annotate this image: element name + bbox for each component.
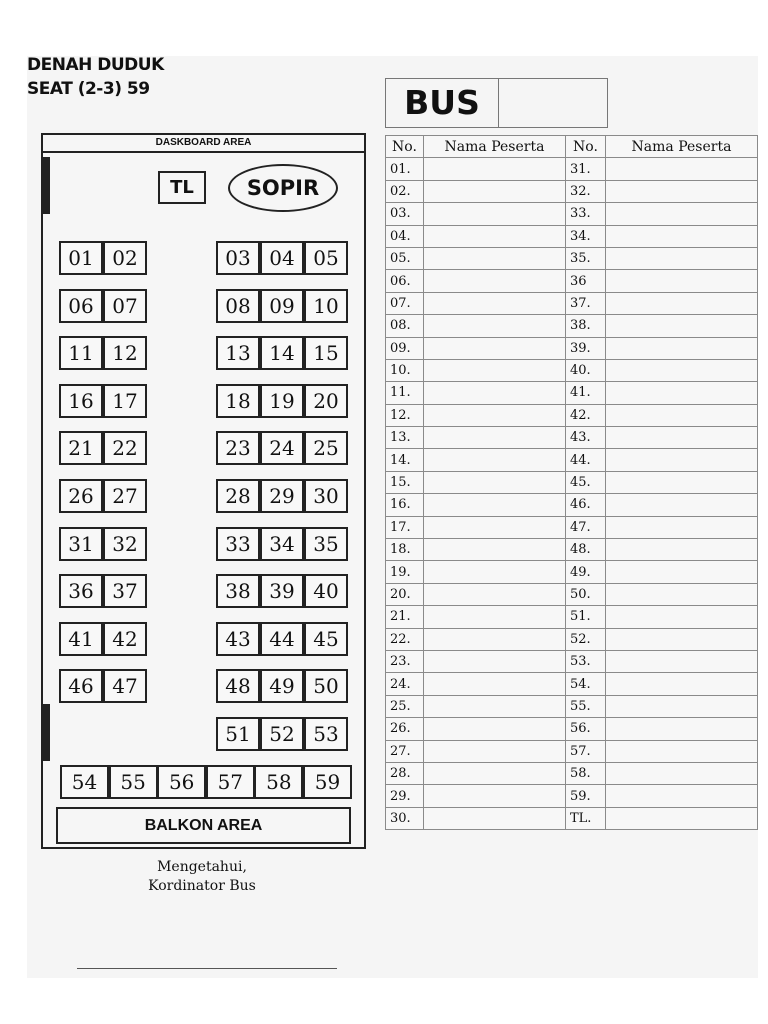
row-number: 25. [386,695,424,717]
participant-name-field[interactable] [606,673,758,695]
table-row [386,203,758,225]
participant-name-field[interactable] [424,359,566,381]
participant-name-field[interactable] [424,382,566,404]
table-row [386,650,758,672]
table-row [386,762,758,784]
seat[interactable]: 01 [59,241,103,275]
row-number: 39. [566,337,606,359]
seat[interactable]: 30 [304,479,348,513]
participant-name-field[interactable] [606,606,758,628]
seat[interactable]: 29 [260,479,304,513]
participant-name-field[interactable] [424,762,566,784]
row-number: 29. [386,785,424,807]
row-number: 04. [386,225,424,247]
table-row [386,740,758,762]
row-number: 38. [566,315,606,337]
seat[interactable]: 11 [59,336,103,370]
row-number: 10. [386,359,424,381]
participant-name-field[interactable] [606,718,758,740]
participant-name-field[interactable] [606,695,758,717]
seat[interactable]: 06 [59,289,103,323]
row-number: 45. [566,471,606,493]
seat[interactable]: 31 [59,527,103,561]
seat[interactable]: 50 [304,669,348,703]
page-subtitle: SEAT (2-3) 59 [27,79,150,99]
row-number: 30. [386,807,424,829]
row-number: 41. [566,382,606,404]
participant-name-field[interactable] [424,315,566,337]
participant-name-field[interactable] [424,404,566,426]
seat[interactable]: 25 [304,431,348,465]
row-number: 13. [386,427,424,449]
row-number: 23. [386,650,424,672]
row-number: 48. [566,539,606,561]
seat[interactable]: 18 [216,384,260,418]
participant-name-field[interactable] [424,427,566,449]
seat[interactable]: 12 [103,336,147,370]
participant-name-field[interactable] [606,740,758,762]
participant-name-field[interactable] [606,449,758,471]
table-row [386,225,758,247]
participant-name-field[interactable] [606,247,758,269]
row-number: 12. [386,404,424,426]
row-number: 58. [566,762,606,784]
seat[interactable]: 26 [59,479,103,513]
participant-name-field[interactable] [606,583,758,605]
dashboard-area-label: DASKBOARD AREA [43,135,364,153]
participant-name-field[interactable] [424,158,566,180]
seat[interactable]: 15 [304,336,348,370]
seat[interactable]: 43 [216,622,260,656]
table-row [386,673,758,695]
row-number: 43. [566,427,606,449]
participant-name-field[interactable] [424,292,566,314]
participant-name-field[interactable] [606,225,758,247]
seat[interactable]: 59 [303,765,352,799]
seat[interactable]: 03 [216,241,260,275]
participant-name-field[interactable] [424,270,566,292]
seat[interactable]: 10 [304,289,348,323]
table-header-row [386,136,758,158]
participant-name-field[interactable] [424,718,566,740]
bus-label: BUS [386,79,499,127]
row-number: 36 [566,270,606,292]
table-row [386,807,758,829]
column-header-name: Nama Peserta [424,136,566,158]
table-row [386,628,758,650]
table-row [386,471,758,493]
table-row [386,561,758,583]
row-number: 54. [566,673,606,695]
bus-door-front [41,157,50,214]
table-row [386,718,758,740]
participant-name-field[interactable] [424,539,566,561]
row-number: 31. [566,158,606,180]
seat[interactable]: 22 [103,431,147,465]
seat[interactable]: 24 [260,431,304,465]
row-number: 14. [386,449,424,471]
seat[interactable]: 44 [260,622,304,656]
driver-seat[interactable]: SOPIR [228,164,338,212]
table-row [386,359,758,381]
row-number: 17. [386,516,424,538]
participant-name-field[interactable] [606,471,758,493]
participant-name-field[interactable] [606,315,758,337]
signature-role: Kordinator Bus [148,878,256,894]
table-row [386,247,758,269]
bus-door-rear [41,704,50,761]
participant-name-field[interactable] [424,225,566,247]
row-number: 40. [566,359,606,381]
participant-name-field[interactable] [424,695,566,717]
row-number: 32. [566,180,606,202]
table-row [386,494,758,516]
seat[interactable]: 35 [304,527,348,561]
seat[interactable]: 17 [103,384,147,418]
participant-name-field[interactable] [606,382,758,404]
participant-name-field[interactable] [424,337,566,359]
participant-name-field[interactable] [424,628,566,650]
row-number: 50. [566,583,606,605]
participant-name-field[interactable] [606,494,758,516]
participant-name-field[interactable] [606,628,758,650]
row-number: 05. [386,247,424,269]
participant-name-field[interactable] [606,404,758,426]
table-row [386,695,758,717]
row-number: 03. [386,203,424,225]
seat[interactable]: 51 [216,717,260,751]
bus-number-field[interactable] [499,79,607,127]
participant-name-field[interactable] [424,583,566,605]
seat[interactable]: 21 [59,431,103,465]
participant-name-field[interactable] [606,561,758,583]
row-number: 49. [566,561,606,583]
seat[interactable]: 27 [103,479,147,513]
bus-number-box [385,78,608,128]
balcony-area: BALKON AREA [56,807,351,844]
row-number: 34. [566,225,606,247]
row-number: 19. [386,561,424,583]
seat[interactable]: 53 [304,717,348,751]
seat[interactable]: 37 [103,574,147,608]
row-number: 16. [386,494,424,516]
participant-name-field[interactable] [424,785,566,807]
seat[interactable]: 56 [157,765,206,799]
seat[interactable]: 36 [59,574,103,608]
seat[interactable]: 45 [304,622,348,656]
row-number: 35. [566,247,606,269]
table-row [386,449,758,471]
row-number: 55. [566,695,606,717]
seat[interactable]: 49 [260,669,304,703]
seat[interactable]: 55 [109,765,158,799]
participant-name-field[interactable] [424,449,566,471]
participant-name-field[interactable] [606,270,758,292]
row-number: 51. [566,606,606,628]
table-row [386,583,758,605]
row-number: 37. [566,292,606,314]
row-number: 22. [386,628,424,650]
table-row [386,337,758,359]
participant-name-field[interactable] [606,180,758,202]
seat[interactable]: 19 [260,384,304,418]
table-row [386,180,758,202]
tour-leader-seat[interactable]: TL [158,171,206,204]
participant-name-field[interactable] [606,359,758,381]
table-row [386,315,758,337]
participant-name-field[interactable] [606,539,758,561]
seat[interactable]: 58 [254,765,303,799]
row-number: 44. [566,449,606,471]
row-number: 20. [386,583,424,605]
participant-name-field[interactable] [424,247,566,269]
row-number: 11. [386,382,424,404]
participant-name-field[interactable] [424,203,566,225]
participant-name-field[interactable] [424,471,566,493]
seat[interactable]: 32 [103,527,147,561]
participant-name-field[interactable] [606,292,758,314]
participant-name-field[interactable] [606,158,758,180]
row-number: 53. [566,650,606,672]
row-number: 27. [386,740,424,762]
seat[interactable]: 40 [304,574,348,608]
participant-name-field[interactable] [424,494,566,516]
seat[interactable]: 54 [60,765,109,799]
table-row [386,292,758,314]
seat[interactable]: 04 [260,241,304,275]
seat[interactable]: 41 [59,622,103,656]
row-number: 24. [386,673,424,695]
participant-name-field[interactable] [424,606,566,628]
row-number: 21. [386,606,424,628]
row-number: 26. [386,718,424,740]
row-number: 57. [566,740,606,762]
seat[interactable]: 48 [216,669,260,703]
table-row [386,785,758,807]
participant-name-field[interactable] [606,807,758,829]
row-number: 52. [566,628,606,650]
seat[interactable]: 14 [260,336,304,370]
seat[interactable]: 20 [304,384,348,418]
participant-name-field[interactable] [424,807,566,829]
row-number: 09. [386,337,424,359]
seat[interactable]: 34 [260,527,304,561]
seat[interactable]: 09 [260,289,304,323]
page-title: DENAH DUDUK [27,55,164,75]
seat[interactable]: 57 [206,765,255,799]
participant-name-field[interactable] [424,516,566,538]
seat[interactable]: 13 [216,336,260,370]
row-number: 47. [566,516,606,538]
seat[interactable]: 05 [304,241,348,275]
column-header-no: No. [566,136,606,158]
row-number: 56. [566,718,606,740]
table-row [386,404,758,426]
participant-name-field[interactable] [606,650,758,672]
participant-name-field[interactable] [424,180,566,202]
column-header-name: Nama Peserta [606,136,758,158]
row-number: 46. [566,494,606,516]
table-row [386,158,758,180]
row-number: 01. [386,158,424,180]
table-row [386,539,758,561]
row-number: 33. [566,203,606,225]
seat[interactable]: 08 [216,289,260,323]
participant-name-field[interactable] [424,740,566,762]
participant-name-field[interactable] [606,762,758,784]
row-number: TL. [566,807,606,829]
row-number: 18. [386,539,424,561]
signature-line [77,968,337,969]
row-number: 15. [386,471,424,493]
table-row [386,427,758,449]
participant-name-field[interactable] [424,561,566,583]
row-number: 59. [566,785,606,807]
table-row [386,516,758,538]
seat[interactable]: 42 [103,622,147,656]
participant-name-field[interactable] [606,203,758,225]
seat[interactable]: 46 [59,669,103,703]
participant-name-field[interactable] [424,673,566,695]
participant-table [385,135,758,830]
seat[interactable]: 16 [59,384,103,418]
row-number: 42. [566,404,606,426]
participant-name-field[interactable] [424,650,566,672]
row-number: 07. [386,292,424,314]
row-number: 28. [386,762,424,784]
seat[interactable]: 23 [216,431,260,465]
row-number: 02. [386,180,424,202]
participant-name-field[interactable] [606,785,758,807]
seat[interactable]: 47 [103,669,147,703]
seat[interactable]: 33 [216,527,260,561]
row-number: 06. [386,270,424,292]
row-number: 08. [386,315,424,337]
participant-name-field[interactable] [606,337,758,359]
column-header-no: No. [386,136,424,158]
participant-name-field[interactable] [606,516,758,538]
participant-name-field[interactable] [606,427,758,449]
seat[interactable]: 07 [103,289,147,323]
table-row [386,382,758,404]
seat[interactable]: 28 [216,479,260,513]
seat[interactable]: 52 [260,717,304,751]
signature-label: Mengetahui, [157,859,247,875]
table-row [386,606,758,628]
table-row [386,270,758,292]
seat[interactable]: 39 [260,574,304,608]
seat[interactable]: 02 [103,241,147,275]
seat[interactable]: 38 [216,574,260,608]
